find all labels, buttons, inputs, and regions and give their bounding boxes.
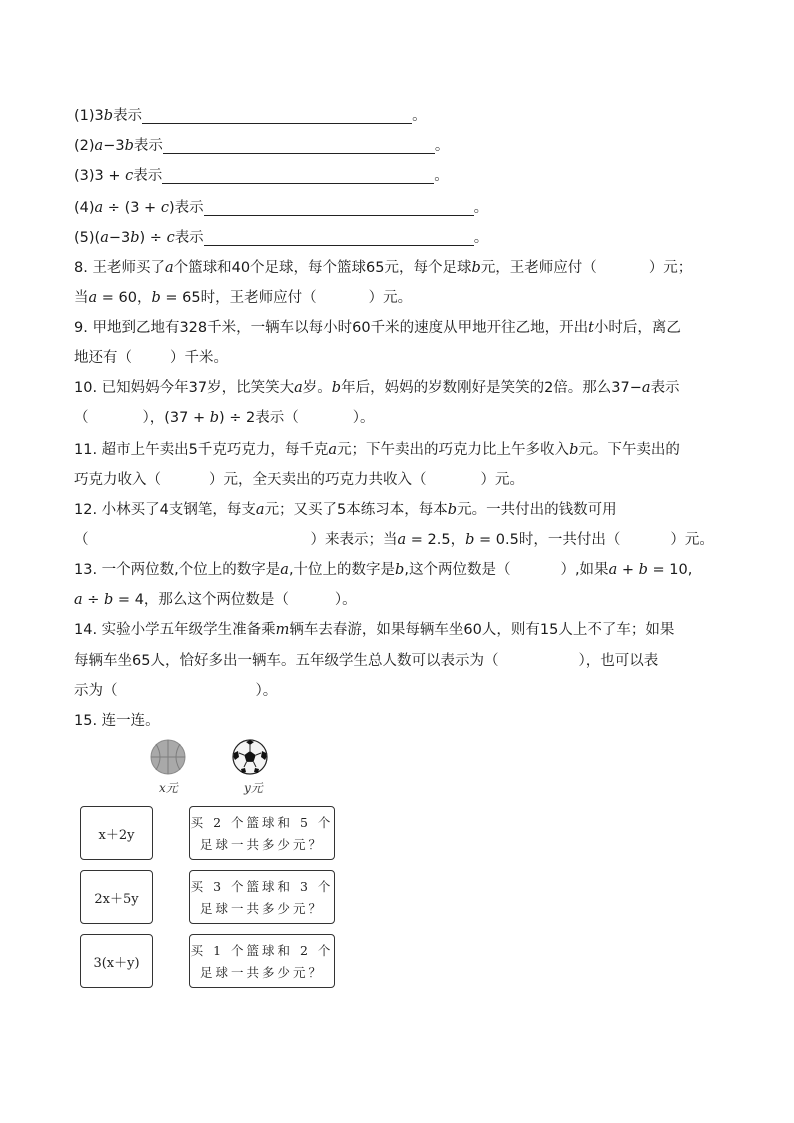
- var: a: [294, 380, 303, 396]
- text: 。: [434, 168, 449, 184]
- text: 15. 连一连。: [74, 713, 160, 729]
- question-10-line-2: [74, 408, 375, 428]
- sub-item-5: [74, 228, 488, 248]
- text: +: [617, 562, 639, 578]
- question-line: 足球一共多少元？: [199, 837, 324, 852]
- var: b: [104, 592, 114, 608]
- text: 13. 一个两位数,个位上的数字是: [74, 562, 281, 578]
- text: = 10,: [647, 562, 693, 578]
- text: ÷ (3 +: [103, 200, 161, 216]
- var: a: [100, 230, 109, 246]
- text: 年后，妈妈的岁数刚好是笑笑的2倍。那么37−: [341, 380, 642, 396]
- question-14-line-3: [74, 681, 277, 701]
- expression-box-1[interactable]: [80, 806, 153, 860]
- question-10-line-1: [74, 378, 680, 398]
- football-price: y元: [244, 781, 263, 795]
- text: 巧克力收入（: [74, 472, 161, 488]
- text: 元。一共付出的钱数可用: [457, 502, 617, 518]
- var: a: [74, 592, 83, 608]
- question-line: 足球一共多少元？: [199, 965, 324, 980]
- var: a: [397, 532, 407, 548]
- question-9-line-1: [74, 318, 681, 338]
- text: 14. 实验小学五年级学生准备乘: [74, 622, 276, 638]
- text: ) ÷: [139, 230, 167, 246]
- question-15-title: [74, 711, 160, 731]
- var: b: [209, 410, 220, 426]
- expression-box-2[interactable]: [80, 870, 153, 924]
- text: ），也可以表: [578, 653, 659, 669]
- question-8-line-2: [74, 288, 412, 308]
- text: 地还有（: [74, 350, 132, 366]
- text: 元。下午卖出的: [578, 442, 680, 458]
- text: ）,如果: [560, 562, 609, 578]
- text: （: [74, 410, 89, 426]
- text: ）元。: [480, 472, 524, 488]
- text: 表示: [174, 230, 204, 246]
- var: a: [328, 442, 338, 458]
- text: 元；又买了5本练习本，每本: [264, 502, 448, 518]
- question-14-line-1: [74, 620, 674, 640]
- text: 表示: [113, 108, 143, 124]
- answer-line[interactable]: [162, 167, 434, 184]
- sub-item-1: [74, 106, 427, 126]
- text: 当: [74, 290, 89, 306]
- var: b: [447, 502, 458, 518]
- text: = 2.5，: [406, 532, 466, 548]
- basketball-icon: [150, 739, 186, 775]
- football-icon: [232, 739, 268, 775]
- var: b: [465, 532, 475, 548]
- text: ）元；: [648, 260, 693, 276]
- var: b: [569, 442, 579, 458]
- text: (2): [74, 138, 95, 154]
- text: 元；下午卖出的巧克力比上午多收入: [337, 442, 570, 458]
- text: ,这个两位数是（: [404, 562, 511, 578]
- question-8-line-1: [74, 258, 692, 278]
- var: c: [160, 200, 169, 216]
- var: c: [166, 230, 175, 246]
- text: 个篮球和40个足球，每个篮球65元，每个足球: [173, 260, 472, 276]
- text: （: [74, 532, 89, 548]
- question-14-line-2: [74, 651, 658, 671]
- text: 。: [434, 138, 450, 154]
- question-line: 买 1 个篮球和 2 个: [190, 943, 334, 958]
- var: m: [275, 622, 290, 638]
- question-line: 买 2 个篮球和 5 个: [190, 815, 334, 830]
- var: b: [130, 230, 140, 246]
- text: 表示: [133, 168, 163, 184]
- text: ) ÷ 2表示（: [219, 410, 299, 426]
- text: 。: [473, 230, 489, 246]
- text: = 65时，王老师应付（: [160, 290, 317, 306]
- text: = 60，: [97, 290, 152, 306]
- text: ）千米。: [170, 350, 228, 366]
- text: 表示: [133, 138, 163, 154]
- answer-line[interactable]: [163, 137, 435, 154]
- text: 辆车去春游，如果每辆车坐60人，则有15人上不了车；如果: [289, 622, 675, 638]
- question-13-line-1: [74, 560, 692, 580]
- text: 10. 已知妈妈今年37岁，比笑笑大: [74, 380, 295, 396]
- sub-item-3: [74, 166, 449, 186]
- var: a: [164, 260, 174, 276]
- text: −3: [108, 230, 131, 246]
- text: 9. 甲地到乙地有328千米，一辆车以每小时60千米的速度从甲地开往乙地，开出: [74, 320, 589, 336]
- question-line: 买 3 个篮球和 3 个: [190, 879, 334, 894]
- text: (5)(: [74, 230, 101, 246]
- var: a: [255, 502, 265, 518]
- text: ），(37 +: [142, 410, 210, 426]
- text: ÷: [82, 592, 105, 608]
- question-box-1[interactable]: [189, 806, 335, 860]
- text: 。: [473, 200, 489, 216]
- sub-item-4: [74, 198, 488, 218]
- text: 表示: [650, 380, 680, 396]
- var: a: [280, 562, 289, 578]
- var: b: [638, 562, 648, 578]
- var: a: [641, 380, 651, 396]
- var: a: [608, 562, 618, 578]
- question-line: 足球一共多少元？: [199, 901, 324, 916]
- text: 8. 王老师买了: [74, 260, 165, 276]
- question-11-line-2: [74, 470, 524, 490]
- answer-line[interactable]: [204, 199, 474, 216]
- question-11-line-1: [74, 440, 680, 460]
- var: t: [588, 320, 594, 336]
- text: 示为（: [74, 683, 118, 699]
- var: a: [94, 200, 104, 216]
- text: (1)3: [74, 108, 104, 124]
- text: 。: [412, 108, 427, 124]
- question-9-line-2: [74, 348, 228, 368]
- text: 12. 小林买了4支钢笔，每支: [74, 502, 256, 518]
- expression-label: x＋2y: [98, 827, 135, 843]
- text: 元，王老师应付（: [480, 260, 597, 276]
- text: ）。: [352, 410, 375, 426]
- var: b: [103, 108, 114, 124]
- text: 每辆车坐65人，恰好多出一辆车。五年级学生总人数可以表示为（: [74, 653, 499, 669]
- var: b: [331, 380, 342, 396]
- text: ）。: [255, 683, 278, 699]
- text: ）来表示；当: [310, 532, 398, 548]
- var: c: [125, 168, 134, 184]
- text: 小时后，离乙: [593, 320, 681, 336]
- var: b: [151, 290, 161, 306]
- expression-box-3[interactable]: [80, 934, 153, 988]
- text: )表示: [168, 200, 204, 216]
- var: b: [471, 260, 481, 276]
- text: (3)3 +: [74, 168, 126, 184]
- text: ）。: [334, 592, 357, 608]
- text: (4): [74, 200, 95, 216]
- answer-line[interactable]: [142, 107, 412, 124]
- text: 岁。: [302, 380, 332, 396]
- text: = 4，那么这个两位数是（: [113, 592, 289, 608]
- var: b: [124, 138, 134, 154]
- sub-item-2: [74, 136, 449, 156]
- question-13-line-2: [74, 590, 357, 610]
- question-12-line-1: [74, 500, 617, 520]
- var: b: [395, 562, 405, 578]
- question-12-line-2: [74, 530, 714, 550]
- text: ,十位上的数字是: [288, 562, 396, 578]
- var: a: [94, 138, 104, 154]
- var: a: [88, 290, 98, 306]
- basketball-price: x元: [159, 781, 178, 795]
- question-box-2[interactable]: [189, 870, 335, 924]
- text: −3: [103, 138, 125, 154]
- answer-line[interactable]: [204, 229, 474, 246]
- text: 11. 超市上午卖出5千克巧克力，每千克: [74, 442, 329, 458]
- text: ）元。: [670, 532, 714, 548]
- question-box-3[interactable]: [189, 934, 335, 988]
- text: = 0.5时，一共付出（: [474, 532, 621, 548]
- expression-label: 3(x＋y): [93, 955, 140, 971]
- expression-label: 2x＋5y: [94, 891, 139, 907]
- text: ）元。: [368, 290, 413, 306]
- text: ）元，全天卖出的巧克力共收入（: [209, 472, 427, 488]
